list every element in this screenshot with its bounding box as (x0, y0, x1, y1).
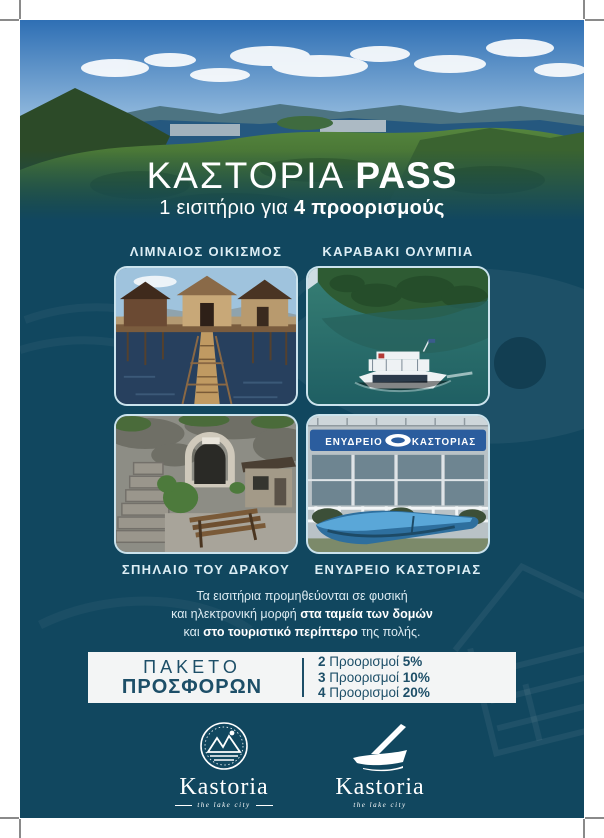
cropmark-top-right-h (585, 19, 604, 21)
offers-box (88, 652, 516, 703)
cropmark-bottom-right-h (585, 817, 604, 819)
ticket-info-line1: Τα εισιτήρια προμηθεύονται σε φυσική (196, 589, 408, 603)
offer-item-4-destinations: 4 Προορισμοί 20% (318, 685, 430, 701)
destination-label-dragon-cave: ΣΠΗΛΑΙΟ ΤΟΥ ΔΡΑΚΟΥ (121, 562, 291, 577)
cropmark-top-right-v (583, 0, 585, 19)
destinations-grid (114, 244, 490, 577)
offers-list (318, 654, 430, 701)
aquarium-sign-word1: ΕΝΥΔΡΕΙΟ (325, 437, 383, 449)
offers-divider (302, 658, 304, 697)
logo-tagline: the lake city (163, 801, 285, 809)
offer-item-2-destinations: 2 Προορισμοί 5% (318, 654, 423, 670)
logo-kastoria-emblem (163, 720, 285, 809)
cropmark-bottom-left-v (19, 819, 21, 838)
poster-content (20, 20, 584, 818)
aquarium-sign-word2: ΚΑΣΤΟΡΙΑΣ (411, 437, 477, 449)
title-block (20, 156, 584, 220)
photo-aquarium (306, 414, 490, 554)
circular-mountain-lake-emblem-icon (163, 720, 285, 772)
title-regular: ΚΑΣΤΟΡΙΑ (146, 155, 344, 196)
logo-kastoria-boat (319, 720, 441, 809)
title-pass: PASS (355, 155, 458, 196)
tagline-rule-right (256, 805, 273, 806)
logo-tagline: the lake city (353, 801, 407, 809)
offers-heading (88, 657, 296, 698)
tagline-rule-left (175, 805, 192, 806)
cropmark-top-left-h (0, 19, 19, 21)
traditional-boat-icon (319, 720, 441, 772)
photo-tour-boat (306, 266, 490, 406)
destination-label-boat-olympia: ΚΑΡΑΒΑΚΙ ΟΛΥΜΠΙΑ (322, 244, 474, 259)
logo-name: Kastoria (335, 774, 425, 800)
photo-dragon-cave (114, 414, 298, 554)
offers-heading-line1: ΠΑΚΕΤΟ (143, 657, 241, 677)
photo-lake-settlement (114, 266, 298, 406)
page-title (20, 156, 584, 196)
cropmark-top-left-v (19, 0, 21, 19)
ticket-info-text (20, 587, 584, 641)
ticket-info-line2: και ηλεκτρονική μορφή στα ταμεία των δομών (171, 607, 433, 621)
footer-logos (20, 720, 584, 809)
offer-item-3-destinations: 3 Προορισμοί 10% (318, 669, 430, 685)
offers-heading-line2: ΠΡΟΣΦΟΡΩΝ (121, 676, 263, 698)
ticket-info-line3: και στο τουριστικό περίπτερο της πολής. (183, 625, 421, 639)
cropmark-bottom-right-v (583, 819, 585, 838)
cropmark-bottom-left-h (0, 817, 19, 819)
page-subtitle: 1 εισιτήριο για 4 προορισμούς (159, 197, 445, 219)
destination-label-aquarium: ΕΝΥΔΡΕΙΟ ΚΑΣΤΟΡΙΑΣ (314, 562, 482, 577)
destination-label-lake-settlement: ΛΙΜΝΑΙΟΣ ΟΙΚΙΣΜΟΣ (129, 244, 283, 259)
logo-name: Kastoria (179, 774, 269, 800)
